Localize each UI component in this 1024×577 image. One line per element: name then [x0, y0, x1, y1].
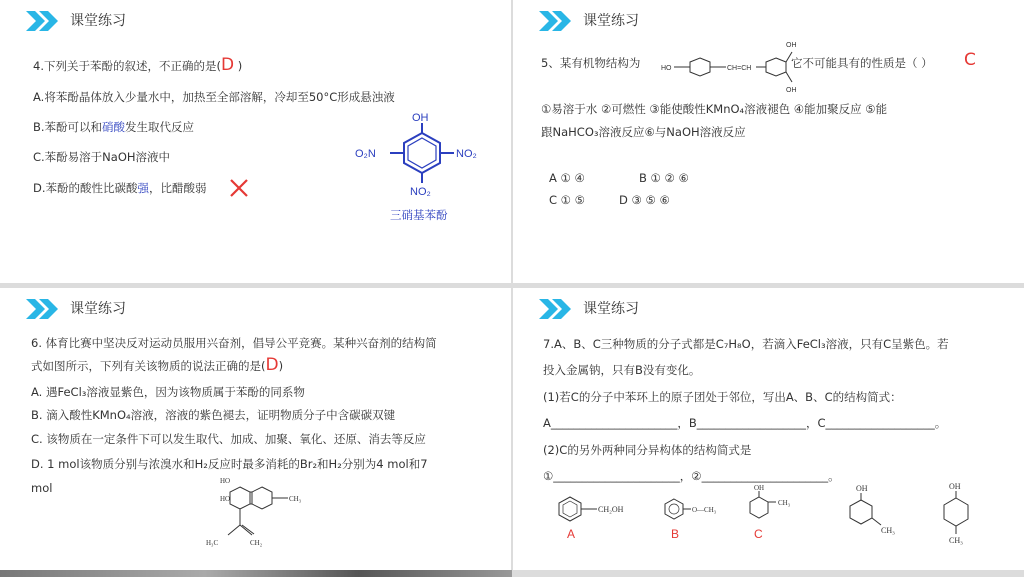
trinitrophenol-structure [350, 105, 495, 225]
s-ch3c-label: CH₃ [949, 536, 963, 545]
s-och3-label: O—CH₃ [692, 506, 717, 514]
mol-right-label: NO₂ [456, 148, 477, 160]
double-chevron-icon [539, 299, 573, 319]
answer-mark: C [964, 50, 976, 70]
structure-p-cresol [944, 483, 968, 545]
question-part-2: (2)C的另外两种同分异构体的结构简式是 [543, 443, 752, 457]
option-b: B ① ② ⑥ [639, 171, 689, 185]
isomer-structures [543, 483, 1013, 570]
question-text: 4.下列关于苯酚的叙述，不正确的是( [33, 59, 221, 73]
option-b: B. 滴入酸性KMnO₄溶液，溶液的紫色褪去，证明物质分子中含碳碳双键 [31, 408, 396, 422]
mol-name-label: 三硝基苯酚 [390, 208, 448, 222]
answer-mark: D [220, 55, 235, 75]
option-d-highlight: 强 [137, 181, 150, 195]
mol-h3c-label: H₃C [206, 539, 219, 547]
question-part-1: (1)若C的分子中苯环上的原子团处于邻位，写出A、B、C的结构简式： [543, 390, 902, 404]
option-b [33, 119, 194, 135]
option-b-pre: B.苯酚可以和 [33, 120, 103, 134]
question-text-2: 它不可能具有的性质是（ ） [791, 56, 933, 70]
wrong-cross-icon [229, 178, 249, 198]
option-d-post: ，比醋酸弱 [149, 181, 207, 195]
mol-bottom-label: NO₂ [410, 186, 431, 198]
option-d-line-1: D. 1 mol该物质分别与浓溴水和H₂反应时最多消耗的Br₂和H₂分别为4 mol和7 [31, 457, 428, 471]
mol-oh-bottom-label: OH [786, 87, 797, 94]
mol-oh-top-label: OH [786, 42, 797, 49]
option-c: C. 该物质在一定条件下可以发生取代、加成、加聚、氧化、还原、消去等反应 [31, 432, 426, 446]
slide-q7 [513, 288, 1024, 570]
s-oh2-label: OH [856, 484, 868, 493]
option-d-line-2: mol [31, 481, 53, 495]
slide-q5 [513, 0, 1024, 283]
option-c: C ① ⑤ [549, 193, 585, 207]
stimulant-structure [200, 473, 320, 568]
mol-ho1-label: HO [220, 477, 231, 485]
question-text: 5、某有机物结构为 [541, 56, 641, 70]
slide-q4 [0, 0, 511, 283]
resveratrol-structure [658, 36, 808, 96]
option-d [33, 180, 207, 196]
mol-oh-label: OH [412, 112, 429, 124]
slide-title: 课堂练习 [70, 301, 126, 317]
label-c: C [754, 527, 763, 541]
question-line-2 [31, 357, 283, 374]
label-b: B [671, 527, 680, 541]
label-a: A [567, 527, 576, 541]
mol-left-label: O₂N [355, 148, 376, 160]
slide-title: 课堂练习 [583, 301, 639, 317]
option-a: A ① ④ [549, 171, 585, 185]
double-chevron-icon [26, 299, 60, 319]
question-text: 式如图所示，下列有关该物质的说法正确的是( [31, 359, 266, 373]
s-oh3-label: OH [949, 483, 961, 491]
question-close: ) [237, 59, 243, 73]
question-line-1: 6. 体育比赛中坚决反对运动员服用兴奋剂，倡导公平竞赛。某种兴奋剂的结构简 [31, 336, 437, 350]
slide-title: 课堂练习 [583, 13, 639, 29]
mol-ch2-label: CH₂ [250, 539, 263, 547]
double-chevron-icon [539, 11, 573, 31]
s-oh1-label: OH [754, 484, 765, 492]
answer-mark: D [265, 355, 279, 375]
question-line-1: 7.A、B、C三种物质的分子式都是C₇H₈O，若滴入FeCl₃溶液，只有C呈紫色。若 [543, 337, 949, 351]
answer-blanks-2: ①______________________，②______________________。 [543, 469, 840, 483]
image-strip [0, 570, 512, 577]
s-ch3a-label: CH₃ [778, 499, 791, 507]
slide-title: 课堂练习 [70, 13, 126, 29]
option-a: A. 遇FeCl₃溶液显紫色，因为该物质属于苯酚的同系物 [31, 385, 305, 399]
option-d: D ③ ⑤ ⑥ [619, 193, 670, 207]
option-b-post: 发生取代反应 [125, 120, 195, 134]
mol-ch3-label: CH₃ [289, 495, 302, 503]
structure-c [750, 484, 791, 541]
structure-b [665, 499, 717, 541]
structure-m-cresol [850, 484, 895, 535]
option-a: A.将苯酚晶体放入少量水中，加热至全部溶解，冷却至50°C形成悬浊液 [33, 90, 395, 104]
structure-a [559, 497, 624, 541]
mol-ho-label: HO [661, 65, 672, 72]
double-chevron-icon [26, 11, 60, 31]
option-d-pre: D.苯酚的酸性比碳酸 [33, 181, 138, 195]
answer-blanks-1: A______________________，B___________________，C___________________。 [543, 416, 947, 430]
question-line [33, 57, 242, 74]
slide-q6 [0, 288, 511, 570]
property-line-2: 跟NaHCO₃溶液反应⑥与NaOH溶液反应 [541, 125, 746, 139]
option-c: C.苯酚易溶于NaOH溶液中 [33, 150, 171, 164]
option-b-highlight: 硝酸 [102, 120, 126, 134]
s-ch3b-label: CH₃ [881, 526, 895, 535]
question-close: ) [278, 359, 284, 373]
mol-ho2-label: HO [220, 495, 231, 503]
s-ch2oh-label: CH₂OH [598, 505, 624, 514]
mol-link-label: CH=CH [727, 65, 752, 72]
property-line-1: ①易溶于水 ②可燃性 ③能使酸性KMnO₄溶液褪色 ④能加聚反应 ⑤能 [541, 102, 888, 116]
question-line-2: 投入金属钠，只有B没有变化。 [543, 363, 701, 377]
